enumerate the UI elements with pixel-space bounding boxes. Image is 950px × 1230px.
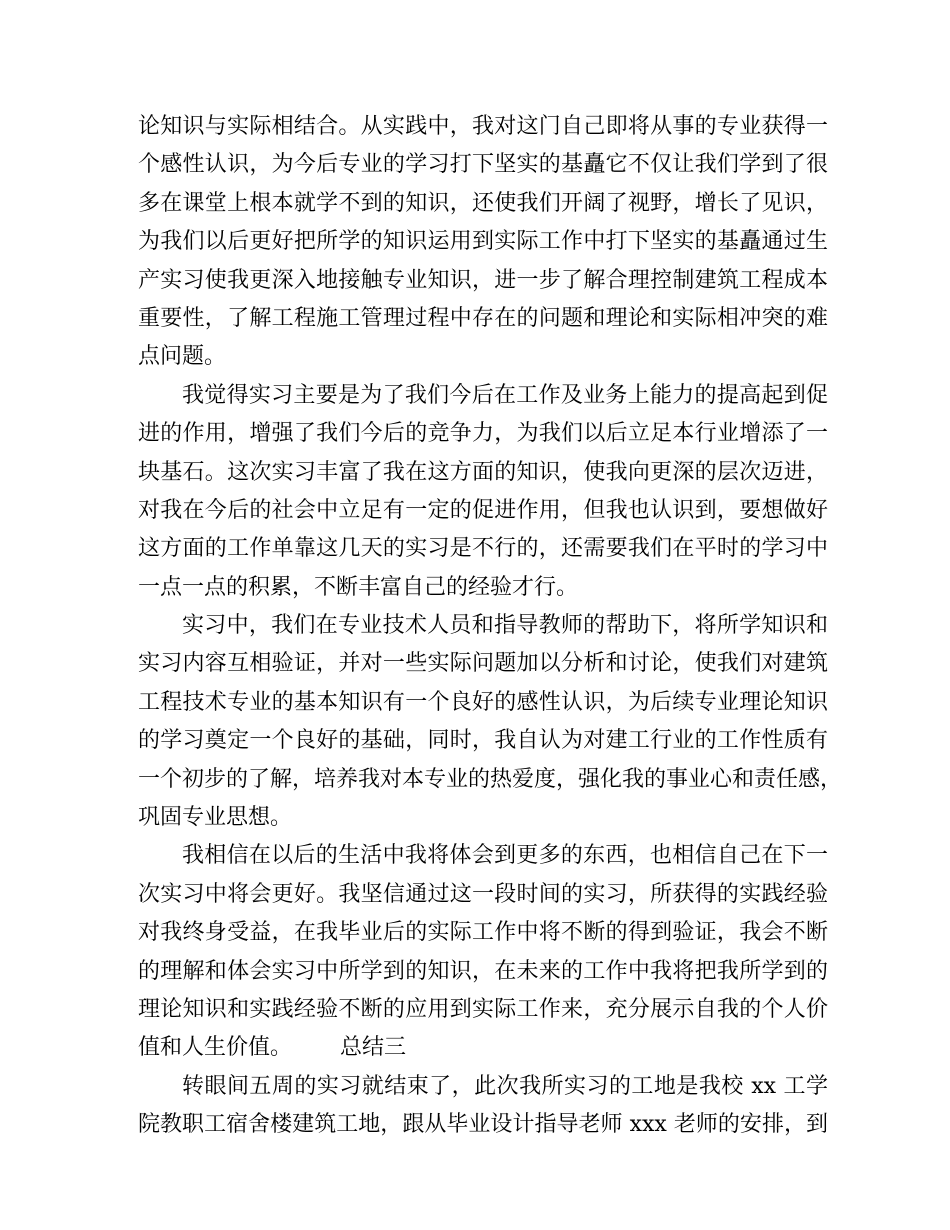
text-line: 转眼间五周的实习就结束了，此次我所实习的工地是我校 xx 工学	[182, 1073, 828, 1099]
text-line: 对我终身受益，在我毕业后的实际工作中将不断的得到验证，我会不断	[138, 920, 828, 946]
text-line: 实习内容互相验证，并对一些实际问题加以分析和讨论，使我们对建筑	[138, 651, 828, 677]
text-line: 这方面的工作单靠这几天的实习是不行的，还需要我们在平时的学习中	[138, 536, 828, 562]
paragraph-3	[138, 607, 843, 837]
text-line: 个感性认识，为今后专业的学习打下坚实的基矗它不仅让我们学到了很	[138, 152, 828, 178]
text-line: 对我在今后的社会中立足有一定的促进作用，但我也认识到，要想做好	[138, 497, 828, 523]
text-line: 论知识与实际相结合。从实践中，我对这门自己即将从事的专业获得一	[138, 114, 828, 139]
text-line: 的学习奠定一个良好的基础，同时，我自认为对建工行业的工作性质有	[138, 728, 828, 754]
text-line: 理论知识和实践经验不断的应用到实际工作来，充分展示自我的个人价	[138, 996, 828, 1022]
text-line: 产实习使我更深入地接触专业知识，进一步了解合理控制建筑工程成本	[138, 267, 828, 293]
text-line: 一点一点的积累，不断丰富自己的经验才行。	[138, 574, 579, 600]
paragraph-5	[138, 1068, 828, 1145]
text-line: 我相信在以后的生活中我将体会到更多的东西，也相信自己在下一	[182, 843, 828, 869]
text-line: 多在课堂上根本就学不到的知识，还使我们开阔了视野，增长了见识，	[138, 190, 828, 216]
text-line: 院教职工宿舍楼建筑工地，跟从毕业设计指导老师 xxx 老师的安排，到	[138, 1112, 828, 1138]
document-body	[138, 108, 843, 1145]
text-line: 块基石。这次实习丰富了我在这方面的知识，使我向更深的层次迈进，	[138, 459, 828, 485]
text-line: 工程技术专业的基本知识有一个良好的感性认识，为后续专业理论知识	[138, 689, 828, 715]
text-line-content: 值和人生价值。	[138, 1035, 293, 1061]
paragraph-2	[138, 377, 828, 607]
text-line	[138, 1029, 828, 1067]
text-line: 的理解和体会实习中所学到的知识，在未来的工作中我将把我所学到的	[138, 958, 828, 984]
text-line: 一个初步的了解，培养我对本专业的热爱度，强化我的事业心和责任感，	[138, 766, 843, 792]
text-line: 点问题。	[138, 344, 227, 370]
text-line: 次实习中将会更好。我坚信通过这一段时间的实习，所获得的实践经验	[138, 881, 828, 907]
paragraph-4	[138, 837, 828, 1067]
paragraph-1	[138, 108, 828, 377]
text-line: 重要性，了解工程施工管理过程中存在的问题和理论和实际相冲突的难	[138, 305, 828, 331]
text-line: 我觉得实习主要是为了我们今后在工作及业务上能力的提高起到促	[182, 382, 828, 408]
text-line: 实习中，我们在专业技术人员和指导教师的帮助下，将所学知识和	[182, 613, 828, 639]
section-heading: 总结三	[340, 1035, 407, 1061]
text-line: 进的作用，增强了我们今后的竞争力，为我们以后立足本行业增添了一	[138, 421, 828, 447]
text-line: 为我们以后更好把所学的知识运用到实际工作中打下坚实的基矗通过生	[138, 229, 828, 255]
text-line: 巩固专业思想。	[138, 805, 293, 831]
